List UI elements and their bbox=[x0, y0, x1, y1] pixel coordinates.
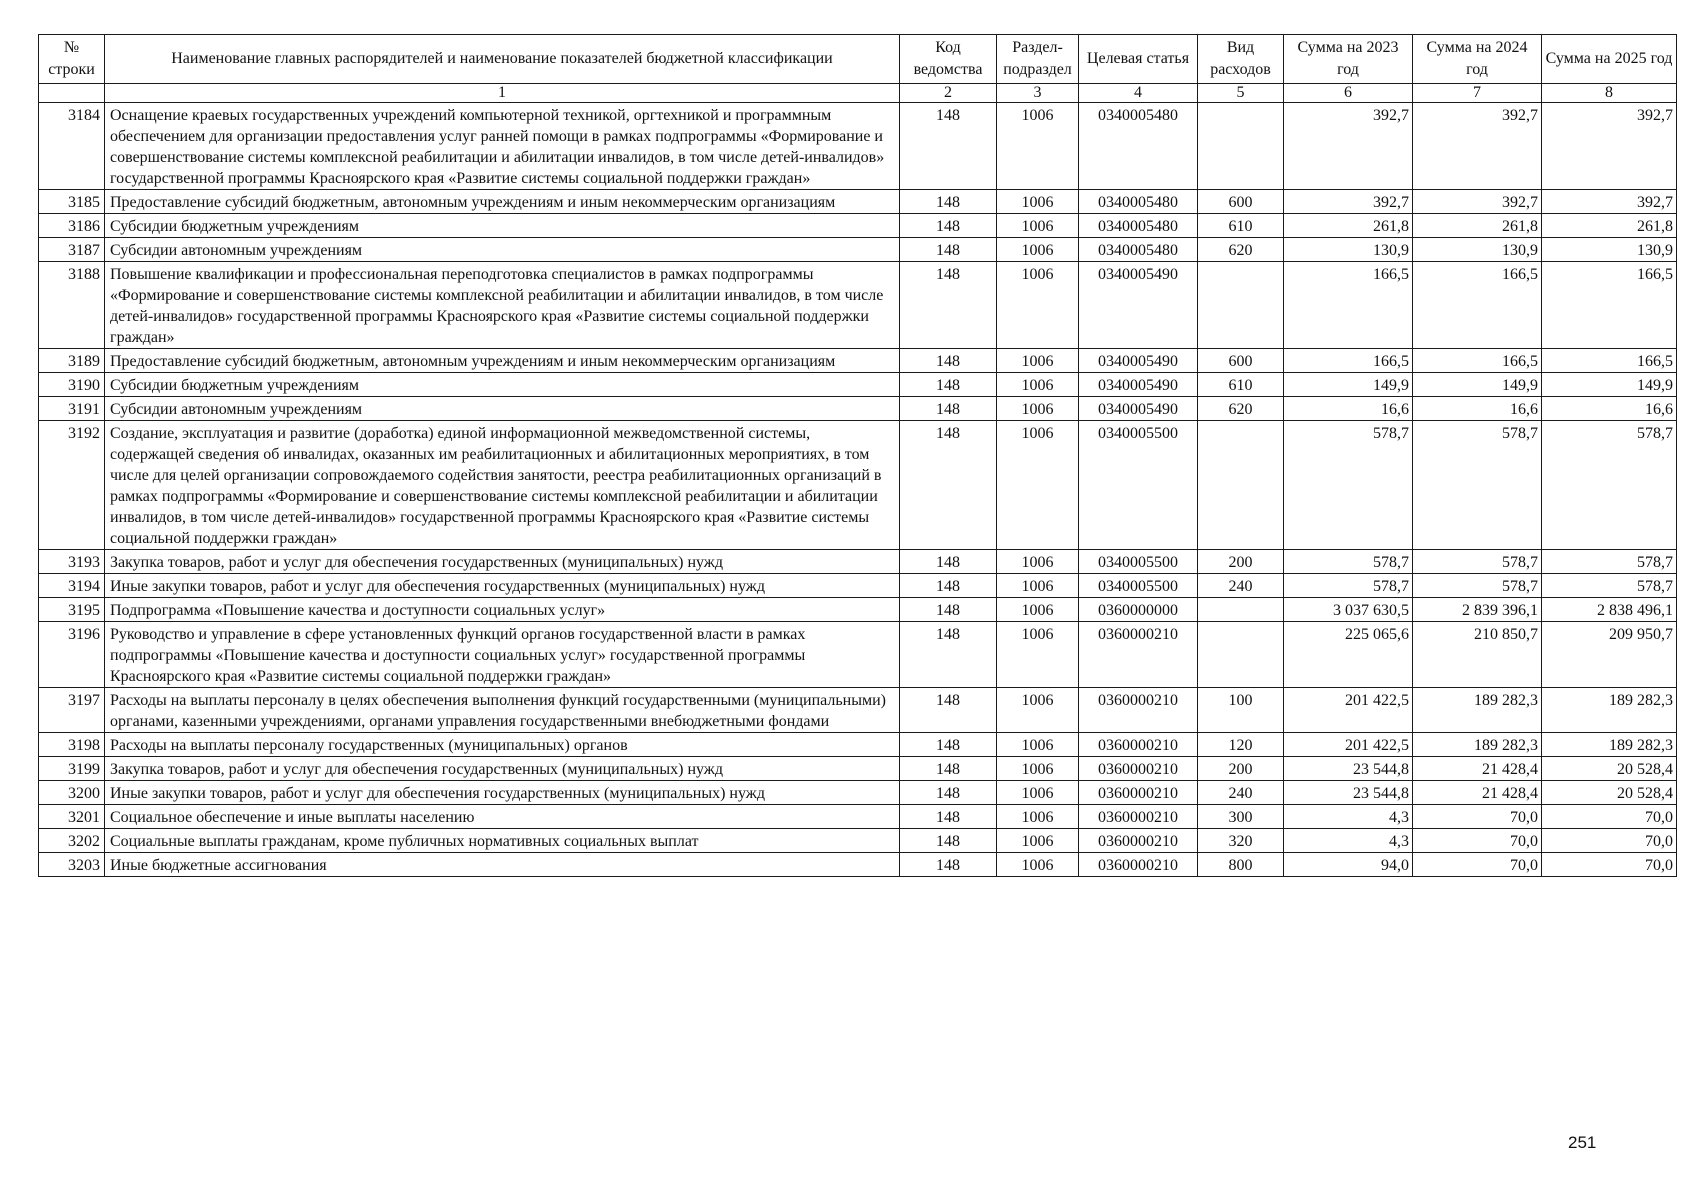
sum-2025: 166,5 bbox=[1542, 262, 1677, 349]
sum-2025: 209 950,7 bbox=[1542, 622, 1677, 688]
budget-table bbox=[38, 34, 1677, 877]
row-number: 3185 bbox=[39, 190, 105, 214]
department-code: 148 bbox=[900, 349, 997, 373]
department-code: 148 bbox=[900, 733, 997, 757]
row-number: 3186 bbox=[39, 214, 105, 238]
table-row bbox=[39, 622, 1677, 688]
expense-type: 620 bbox=[1198, 238, 1284, 262]
sum-2023: 149,9 bbox=[1284, 373, 1413, 397]
target-article: 0360000210 bbox=[1079, 829, 1198, 853]
sum-2023: 16,6 bbox=[1284, 397, 1413, 421]
header-sum-2023: Сумма на 2023 год bbox=[1284, 35, 1413, 84]
target-article: 0340005480 bbox=[1079, 190, 1198, 214]
row-number: 3200 bbox=[39, 781, 105, 805]
row-name: Иные бюджетные ассигнования bbox=[105, 853, 900, 877]
sum-2023: 578,7 bbox=[1284, 550, 1413, 574]
target-article: 0340005490 bbox=[1079, 262, 1198, 349]
header-name: Наименование главных распорядителей и наименование показателей бюджетной классификации bbox=[105, 35, 900, 84]
sum-2024: 261,8 bbox=[1413, 214, 1542, 238]
row-number: 3188 bbox=[39, 262, 105, 349]
section-code: 1006 bbox=[997, 598, 1079, 622]
sum-2024: 189 282,3 bbox=[1413, 688, 1542, 733]
header-department-code: Код ведомства bbox=[900, 35, 997, 84]
header-row-number: № строки bbox=[39, 35, 105, 84]
row-number: 3194 bbox=[39, 574, 105, 598]
row-name: Расходы на выплаты персоналу государственных (муниципальных) органов bbox=[105, 733, 900, 757]
row-name: Социальное обеспечение и иные выплаты населению bbox=[105, 805, 900, 829]
expense-type: 240 bbox=[1198, 574, 1284, 598]
sum-2024: 130,9 bbox=[1413, 238, 1542, 262]
sum-2023: 166,5 bbox=[1284, 349, 1413, 373]
target-article: 0340005500 bbox=[1079, 421, 1198, 550]
sum-2025: 578,7 bbox=[1542, 550, 1677, 574]
row-name: Закупка товаров, работ и услуг для обеспечения государственных (муниципальных) нужд bbox=[105, 757, 900, 781]
sum-2025: 2 838 496,1 bbox=[1542, 598, 1677, 622]
target-article: 0360000210 bbox=[1079, 805, 1198, 829]
sum-2024: 70,0 bbox=[1413, 805, 1542, 829]
section-code: 1006 bbox=[997, 688, 1079, 733]
table-row bbox=[39, 238, 1677, 262]
expense-type: 800 bbox=[1198, 853, 1284, 877]
row-name: Субсидии автономным учреждениям bbox=[105, 238, 900, 262]
sum-2024: 21 428,4 bbox=[1413, 757, 1542, 781]
target-article: 0360000210 bbox=[1079, 757, 1198, 781]
sum-2023: 201 422,5 bbox=[1284, 733, 1413, 757]
table-row bbox=[39, 781, 1677, 805]
sum-2024: 578,7 bbox=[1413, 574, 1542, 598]
sum-2025: 149,9 bbox=[1542, 373, 1677, 397]
sum-2024: 16,6 bbox=[1413, 397, 1542, 421]
expense-type bbox=[1198, 598, 1284, 622]
target-article: 0340005490 bbox=[1079, 373, 1198, 397]
sum-2025: 70,0 bbox=[1542, 805, 1677, 829]
row-name: Предоставление субсидий бюджетным, автономным учреждениям и иным некоммерческим организациям bbox=[105, 190, 900, 214]
target-article: 0340005500 bbox=[1079, 550, 1198, 574]
sum-2025: 70,0 bbox=[1542, 853, 1677, 877]
table-row bbox=[39, 262, 1677, 349]
section-code: 1006 bbox=[997, 757, 1079, 781]
department-code: 148 bbox=[900, 103, 997, 190]
row-number: 3191 bbox=[39, 397, 105, 421]
sum-2024: 166,5 bbox=[1413, 262, 1542, 349]
department-code: 148 bbox=[900, 598, 997, 622]
section-code: 1006 bbox=[997, 214, 1079, 238]
sum-2024: 392,7 bbox=[1413, 103, 1542, 190]
sum-2025: 578,7 bbox=[1542, 421, 1677, 550]
row-number: 3197 bbox=[39, 688, 105, 733]
department-code: 148 bbox=[900, 214, 997, 238]
department-code: 148 bbox=[900, 622, 997, 688]
row-name: Подпрограмма «Повышение качества и доступности социальных услуг» bbox=[105, 598, 900, 622]
department-code: 148 bbox=[900, 853, 997, 877]
department-code: 148 bbox=[900, 397, 997, 421]
department-code: 148 bbox=[900, 550, 997, 574]
column-number: 2 bbox=[900, 84, 997, 103]
sum-2023: 201 422,5 bbox=[1284, 688, 1413, 733]
table-row bbox=[39, 214, 1677, 238]
table-row bbox=[39, 757, 1677, 781]
column-number: 6 bbox=[1284, 84, 1413, 103]
header-target-article: Целевая статья bbox=[1079, 35, 1198, 84]
section-code: 1006 bbox=[997, 421, 1079, 550]
section-code: 1006 bbox=[997, 190, 1079, 214]
sum-2023: 94,0 bbox=[1284, 853, 1413, 877]
target-article: 0340005480 bbox=[1079, 103, 1198, 190]
sum-2024: 578,7 bbox=[1413, 421, 1542, 550]
expense-type: 600 bbox=[1198, 349, 1284, 373]
row-number: 3189 bbox=[39, 349, 105, 373]
sum-2025: 392,7 bbox=[1542, 103, 1677, 190]
target-article: 0360000210 bbox=[1079, 733, 1198, 757]
sum-2024: 210 850,7 bbox=[1413, 622, 1542, 688]
expense-type: 610 bbox=[1198, 214, 1284, 238]
row-name: Субсидии автономным учреждениям bbox=[105, 397, 900, 421]
sum-2025: 20 528,4 bbox=[1542, 781, 1677, 805]
row-number: 3195 bbox=[39, 598, 105, 622]
row-name: Иные закупки товаров, работ и услуг для обеспечения государственных (муниципальных) нужд bbox=[105, 574, 900, 598]
table-row bbox=[39, 688, 1677, 733]
sum-2024: 70,0 bbox=[1413, 829, 1542, 853]
department-code: 148 bbox=[900, 238, 997, 262]
sum-2024: 189 282,3 bbox=[1413, 733, 1542, 757]
expense-type bbox=[1198, 262, 1284, 349]
expense-type: 120 bbox=[1198, 733, 1284, 757]
table-row bbox=[39, 421, 1677, 550]
sum-2025: 16,6 bbox=[1542, 397, 1677, 421]
row-name: Руководство и управление в сфере установленных функций органов государственной власти в рамках подпрограммы «Повышение качества и доступности социальных услуг» государственной программы Красноярского края «Развитие системы социальной поддержки граждан» bbox=[105, 622, 900, 688]
sum-2025: 261,8 bbox=[1542, 214, 1677, 238]
target-article: 0360000000 bbox=[1079, 598, 1198, 622]
sum-2024: 166,5 bbox=[1413, 349, 1542, 373]
section-code: 1006 bbox=[997, 574, 1079, 598]
section-code: 1006 bbox=[997, 805, 1079, 829]
column-number: 7 bbox=[1413, 84, 1542, 103]
row-name: Предоставление субсидий бюджетным, автономным учреждениям и иным некоммерческим организациям bbox=[105, 349, 900, 373]
table-row bbox=[39, 397, 1677, 421]
section-code: 1006 bbox=[997, 550, 1079, 574]
department-code: 148 bbox=[900, 805, 997, 829]
row-name: Повышение квалификации и профессиональная переподготовка специалистов в рамках подпрограммы «Формирование и совершенствование системы комплексной реабилитации и абилитации инвалидов, в том числе детей-инвалидов» государственной программы Красноярского края «Развитие системы социальной поддержки граждан» bbox=[105, 262, 900, 349]
target-article: 0340005480 bbox=[1079, 214, 1198, 238]
expense-type: 300 bbox=[1198, 805, 1284, 829]
header-expense-type: Вид расходов bbox=[1198, 35, 1284, 84]
sum-2024: 578,7 bbox=[1413, 550, 1542, 574]
row-number: 3203 bbox=[39, 853, 105, 877]
expense-type: 320 bbox=[1198, 829, 1284, 853]
row-name: Субсидии бюджетным учреждениям bbox=[105, 214, 900, 238]
sum-2023: 23 544,8 bbox=[1284, 757, 1413, 781]
section-code: 1006 bbox=[997, 397, 1079, 421]
sum-2023: 130,9 bbox=[1284, 238, 1413, 262]
sum-2024: 392,7 bbox=[1413, 190, 1542, 214]
sum-2023: 392,7 bbox=[1284, 103, 1413, 190]
table-row bbox=[39, 550, 1677, 574]
column-number: 8 bbox=[1542, 84, 1677, 103]
sum-2023: 578,7 bbox=[1284, 574, 1413, 598]
sum-2025: 20 528,4 bbox=[1542, 757, 1677, 781]
department-code: 148 bbox=[900, 688, 997, 733]
department-code: 148 bbox=[900, 421, 997, 550]
expense-type bbox=[1198, 103, 1284, 190]
row-number: 3201 bbox=[39, 805, 105, 829]
expense-type: 200 bbox=[1198, 757, 1284, 781]
section-code: 1006 bbox=[997, 622, 1079, 688]
target-article: 0360000210 bbox=[1079, 781, 1198, 805]
row-number: 3184 bbox=[39, 103, 105, 190]
department-code: 148 bbox=[900, 829, 997, 853]
sum-2025: 189 282,3 bbox=[1542, 688, 1677, 733]
sum-2025: 70,0 bbox=[1542, 829, 1677, 853]
table-body bbox=[39, 103, 1677, 877]
target-article: 0340005490 bbox=[1079, 397, 1198, 421]
department-code: 148 bbox=[900, 262, 997, 349]
sum-2025: 578,7 bbox=[1542, 574, 1677, 598]
row-number: 3198 bbox=[39, 733, 105, 757]
row-name: Субсидии бюджетным учреждениям bbox=[105, 373, 900, 397]
target-article: 0340005480 bbox=[1079, 238, 1198, 262]
section-code: 1006 bbox=[997, 103, 1079, 190]
section-code: 1006 bbox=[997, 349, 1079, 373]
column-number: 1 bbox=[105, 84, 900, 103]
column-number: 4 bbox=[1079, 84, 1198, 103]
section-code: 1006 bbox=[997, 373, 1079, 397]
header-row bbox=[39, 35, 1677, 84]
section-code: 1006 bbox=[997, 781, 1079, 805]
table-row bbox=[39, 349, 1677, 373]
target-article: 0360000210 bbox=[1079, 688, 1198, 733]
column-number: 5 bbox=[1198, 84, 1284, 103]
sum-2024: 2 839 396,1 bbox=[1413, 598, 1542, 622]
target-article: 0340005490 bbox=[1079, 349, 1198, 373]
sum-2023: 225 065,6 bbox=[1284, 622, 1413, 688]
expense-type: 610 bbox=[1198, 373, 1284, 397]
sum-2023: 261,8 bbox=[1284, 214, 1413, 238]
sum-2025: 392,7 bbox=[1542, 190, 1677, 214]
sum-2023: 578,7 bbox=[1284, 421, 1413, 550]
expense-type: 100 bbox=[1198, 688, 1284, 733]
row-number: 3187 bbox=[39, 238, 105, 262]
section-code: 1006 bbox=[997, 262, 1079, 349]
table-row bbox=[39, 103, 1677, 190]
sum-2025: 130,9 bbox=[1542, 238, 1677, 262]
department-code: 148 bbox=[900, 757, 997, 781]
sum-2024: 70,0 bbox=[1413, 853, 1542, 877]
table-row bbox=[39, 190, 1677, 214]
row-name: Расходы на выплаты персоналу в целях обеспечения выполнения функций государственными (муниципальными) органами, казенными учреждениями, органами управления государственными внебюджетными фондами bbox=[105, 688, 900, 733]
column-number bbox=[39, 84, 105, 103]
department-code: 148 bbox=[900, 373, 997, 397]
section-code: 1006 bbox=[997, 853, 1079, 877]
sum-2024: 149,9 bbox=[1413, 373, 1542, 397]
target-article: 0340005500 bbox=[1079, 574, 1198, 598]
target-article: 0360000210 bbox=[1079, 622, 1198, 688]
row-name: Социальные выплаты гражданам, кроме публичных нормативных социальных выплат bbox=[105, 829, 900, 853]
row-name: Иные закупки товаров, работ и услуг для обеспечения государственных (муниципальных) нужд bbox=[105, 781, 900, 805]
expense-type: 200 bbox=[1198, 550, 1284, 574]
sum-2023: 392,7 bbox=[1284, 190, 1413, 214]
sum-2025: 166,5 bbox=[1542, 349, 1677, 373]
row-name: Оснащение краевых государственных учреждений компьютерной техникой, оргтехникой и программным обеспечением для организации предоставления услуг ранней помощи в рамках подпрограммы «Формирование и совершенствование системы комплексной реабилитации и абилитации инвалидов, в том числе детей-инвалидов» государственной программы Красноярского края «Развитие системы социальной поддержки граждан» bbox=[105, 103, 900, 190]
expense-type bbox=[1198, 421, 1284, 550]
row-name: Создание, эксплуатация и развитие (доработка) единой информационной межведомственной системы, содержащей сведения об инвалидах, оказанных им реабилитационных и абилитационных мероприятиях, в том числе для целей организации сопровождаемого содействия занятости, реестра реабилитационных организаций в рамках подпрограммы «Формирование и совершенствование системы комплексной реабилитации и абилитации инвалидов, в том числе детей-инвалидов» государственной программы Красноярского края «Развитие системы социальной поддержки граждан» bbox=[105, 421, 900, 550]
table-row bbox=[39, 574, 1677, 598]
section-code: 1006 bbox=[997, 238, 1079, 262]
table-row bbox=[39, 373, 1677, 397]
target-article: 0360000210 bbox=[1079, 853, 1198, 877]
page-number: 251 bbox=[1568, 1133, 1597, 1152]
department-code: 148 bbox=[900, 781, 997, 805]
header-section: Раздел-подраздел bbox=[997, 35, 1079, 84]
header-sum-2024: Сумма на 2024 год bbox=[1413, 35, 1542, 84]
row-name: Закупка товаров, работ и услуг для обеспечения государственных (муниципальных) нужд bbox=[105, 550, 900, 574]
expense-type: 240 bbox=[1198, 781, 1284, 805]
sum-2023: 3 037 630,5 bbox=[1284, 598, 1413, 622]
sum-2023: 23 544,8 bbox=[1284, 781, 1413, 805]
expense-type bbox=[1198, 622, 1284, 688]
department-code: 148 bbox=[900, 574, 997, 598]
sum-2023: 4,3 bbox=[1284, 829, 1413, 853]
sum-2024: 21 428,4 bbox=[1413, 781, 1542, 805]
table-row bbox=[39, 829, 1677, 853]
section-code: 1006 bbox=[997, 733, 1079, 757]
row-number: 3196 bbox=[39, 622, 105, 688]
table-row bbox=[39, 805, 1677, 829]
column-number: 3 bbox=[997, 84, 1079, 103]
department-code: 148 bbox=[900, 190, 997, 214]
table-row bbox=[39, 733, 1677, 757]
sum-2023: 4,3 bbox=[1284, 805, 1413, 829]
section-code: 1006 bbox=[997, 829, 1079, 853]
header-sum-2025: Сумма на 2025 год bbox=[1542, 35, 1677, 84]
sum-2025: 189 282,3 bbox=[1542, 733, 1677, 757]
row-number: 3190 bbox=[39, 373, 105, 397]
row-number: 3192 bbox=[39, 421, 105, 550]
row-number: 3202 bbox=[39, 829, 105, 853]
table-row bbox=[39, 598, 1677, 622]
sum-2023: 166,5 bbox=[1284, 262, 1413, 349]
column-number-row bbox=[39, 84, 1677, 103]
row-number: 3193 bbox=[39, 550, 105, 574]
table-row bbox=[39, 853, 1677, 877]
expense-type: 620 bbox=[1198, 397, 1284, 421]
row-number: 3199 bbox=[39, 757, 105, 781]
expense-type: 600 bbox=[1198, 190, 1284, 214]
